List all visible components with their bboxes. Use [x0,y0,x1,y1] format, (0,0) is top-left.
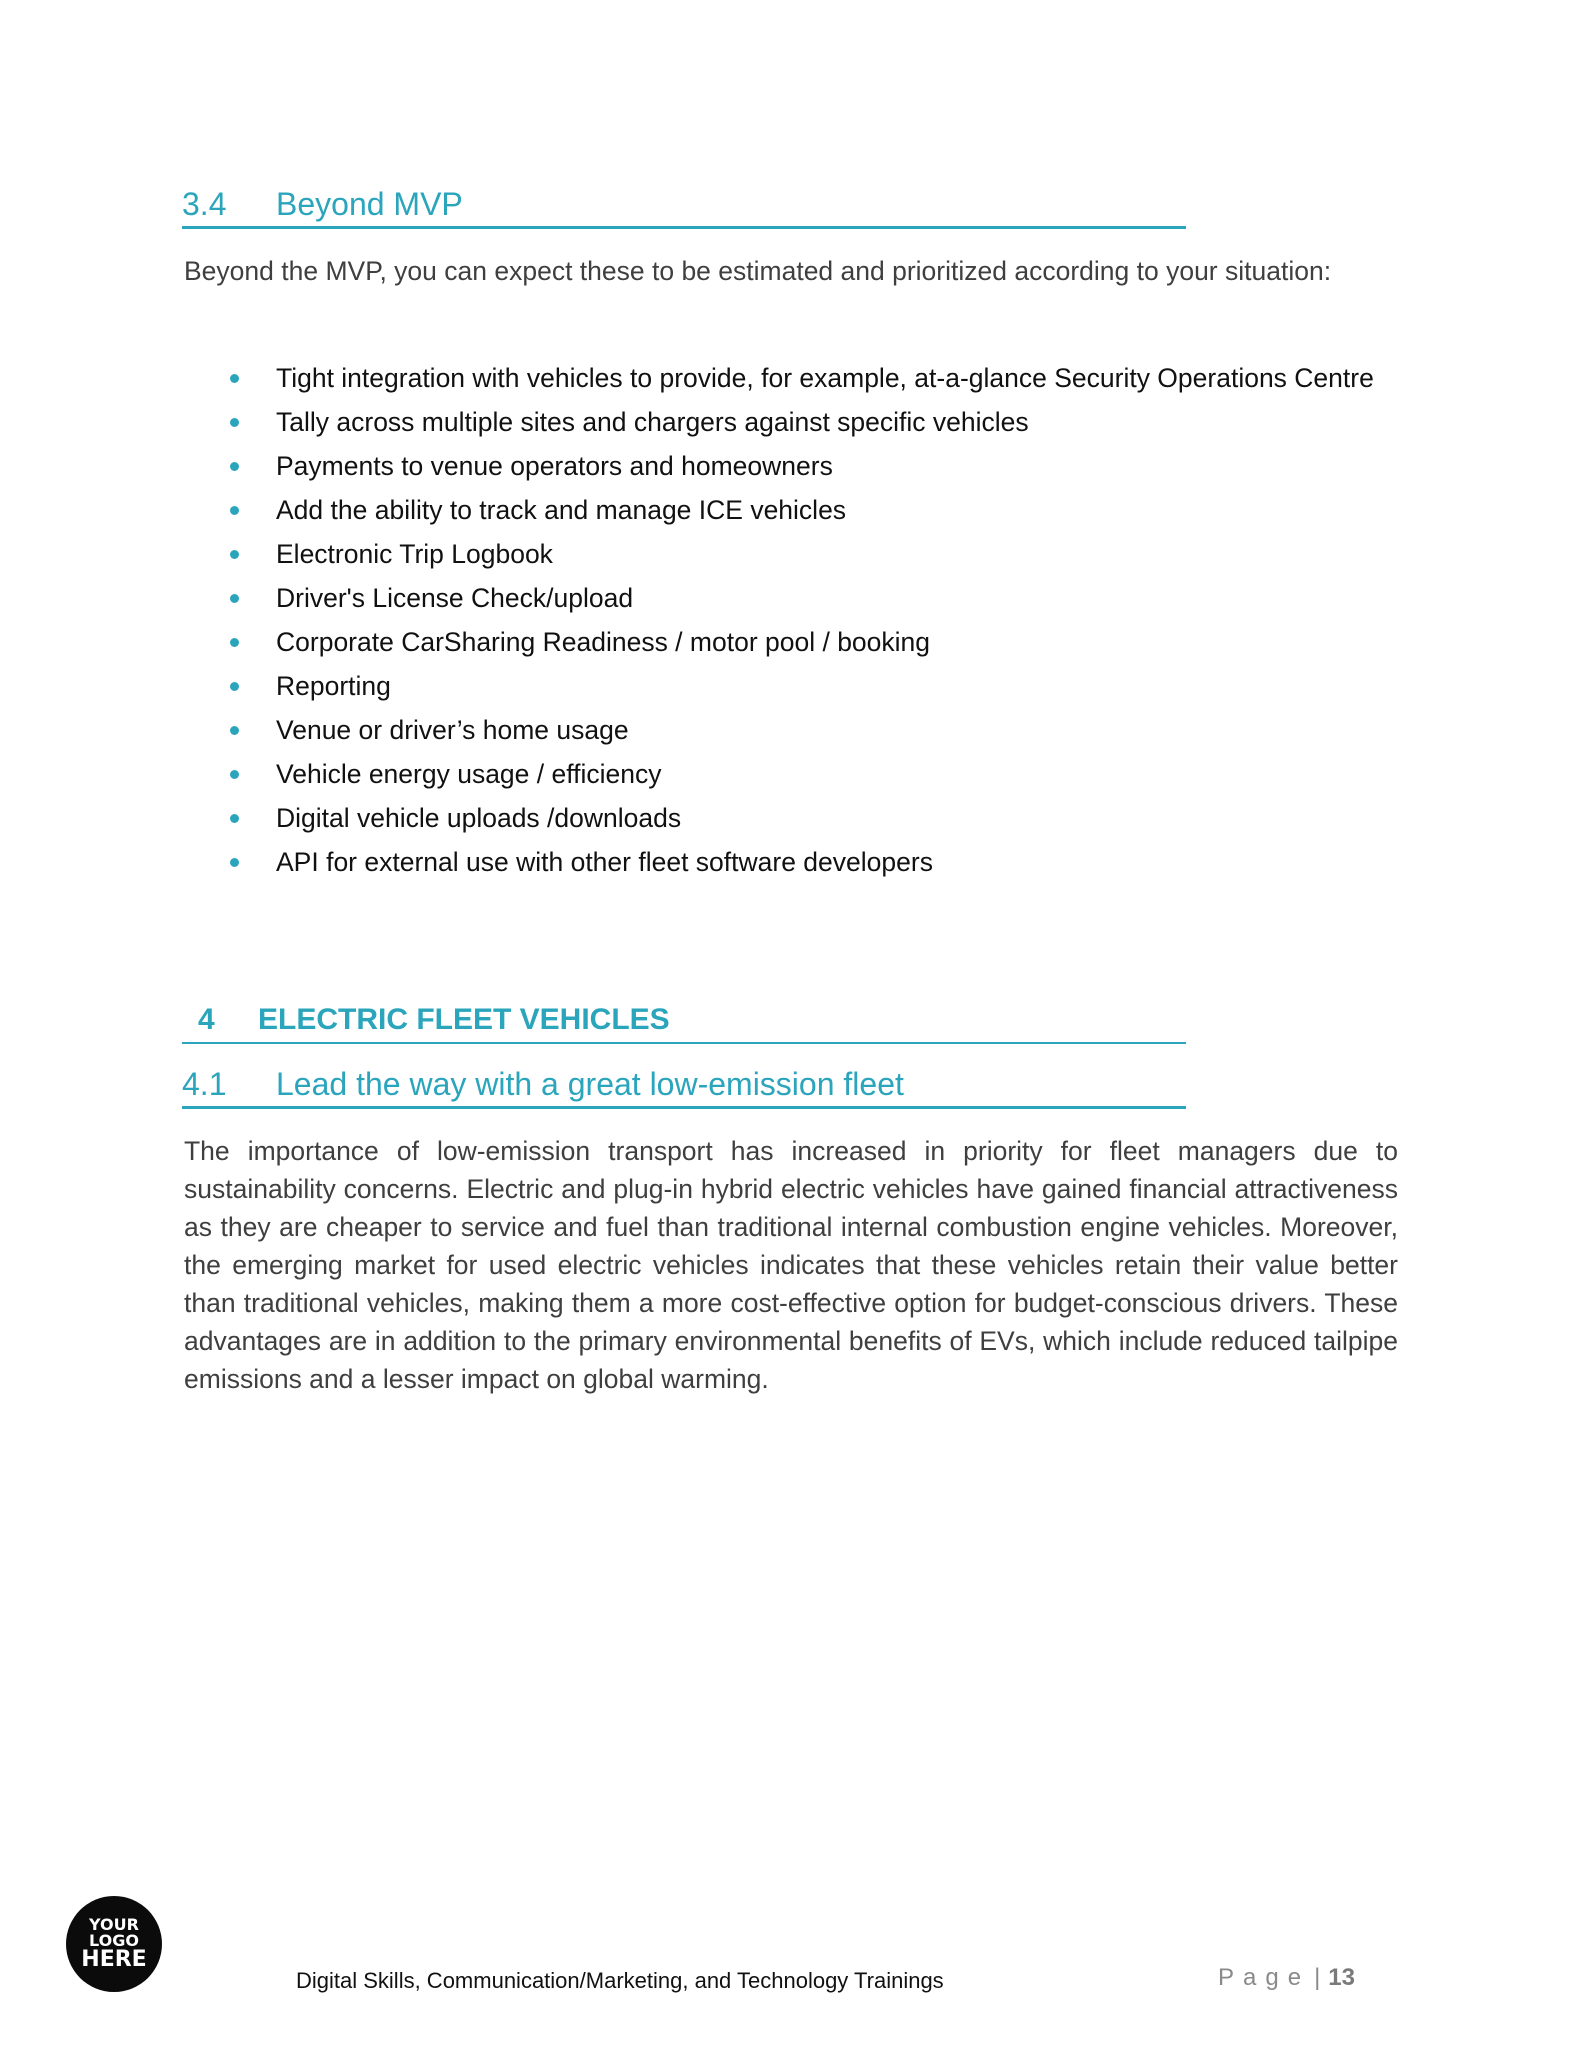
logo-line: LOGO [89,1931,139,1950]
chapter-heading-4 [182,1000,1186,1044]
list-item-text: Tally across multiple sites and chargers against specific vehicles [276,407,1029,437]
list-item-text: Add the ability to track and manage ICE vehicles [276,495,847,525]
section-body-paragraph: The importance of low-emission transport has increased in priority for fleet managers due to sustainability concerns. Electric and plug-in hybrid electric vehicles have gained financial attractiveness as they are cheaper to service and fuel than traditional internal combustion engine vehicles. Moreover, the emerging market for used electric vehicles indicates that these vehicles retain their value better than traditional vehicles, making them a more cost-effective option for budget-conscious drivers. These advantages are in addition to the primary environmental benefits of EVs, which include reduced tailpipe emissions and a lesser impact on global warming. [184,1136,1398,1394]
list-item [228,844,1400,880]
list-item-text: Driver's License Check/upload [276,583,634,613]
page-number-label [1218,1964,1355,1992]
list-item [228,536,1400,572]
logo-line: YOUR [89,1915,139,1934]
list-item-text: Vehicle energy usage / efficiency [276,759,662,789]
list-item-text: Tight integration with vehicles to provide, for example, at-a-glance Security Operations Centre [276,363,1374,393]
feature-bullet-list [228,360,1400,888]
list-item [228,800,1400,836]
list-item [228,492,1400,528]
section-number: 4.1 [182,1066,227,1102]
section-intro-paragraph: Beyond the MVP, you can expect these to be estimated and prioritized according to your situation: [184,256,1332,286]
section-heading-3-4 [182,184,1186,229]
bullet-icon [230,682,239,691]
section-title: Beyond MVP [276,186,463,222]
page-word: Page [1218,1964,1311,1991]
chapter-number: 4 [198,1003,215,1036]
bullet-icon [230,374,239,383]
footer-title: Digital Skills, Communication/Marketing, and Technology Trainings [296,1968,944,1993]
list-item [228,448,1400,484]
page-number: 13 [1328,1964,1355,1991]
bullet-icon [230,726,239,735]
list-item-text: API for external use with other fleet software developers [276,847,933,877]
bullet-icon [230,638,239,647]
list-item-text: Payments to venue operators and homeowners [276,451,833,481]
list-item-text: Electronic Trip Logbook [276,539,553,569]
bullet-icon [230,814,239,823]
list-item-text: Venue or driver’s home usage [276,715,629,745]
list-item-text: Digital vehicle uploads /downloads [276,803,682,833]
list-item [228,404,1400,440]
logo-placeholder [66,1896,162,1992]
bullet-icon [230,418,239,427]
list-item [228,668,1400,704]
section-title: Lead the way with a great low-emission fleet [276,1066,904,1102]
logo-line: HERE [81,1947,147,1972]
bullet-icon [230,462,239,471]
bullet-icon [230,506,239,515]
page-separator: | [1314,1964,1321,1991]
bullet-icon [230,770,239,779]
bullet-icon [230,550,239,559]
list-item-text: Corporate CarSharing Readiness / motor pool / booking [276,627,931,657]
list-item [228,360,1400,396]
section-number: 3.4 [182,186,227,222]
list-item-text: Reporting [276,671,391,701]
list-item [228,712,1400,748]
list-item [228,756,1400,792]
chapter-title: ELECTRIC FLEET VEHICLES [258,1003,670,1036]
bullet-icon [230,594,239,603]
bullet-icon [230,858,239,867]
list-item [228,580,1400,616]
list-item [228,624,1400,660]
section-heading-4-1 [182,1064,1186,1109]
